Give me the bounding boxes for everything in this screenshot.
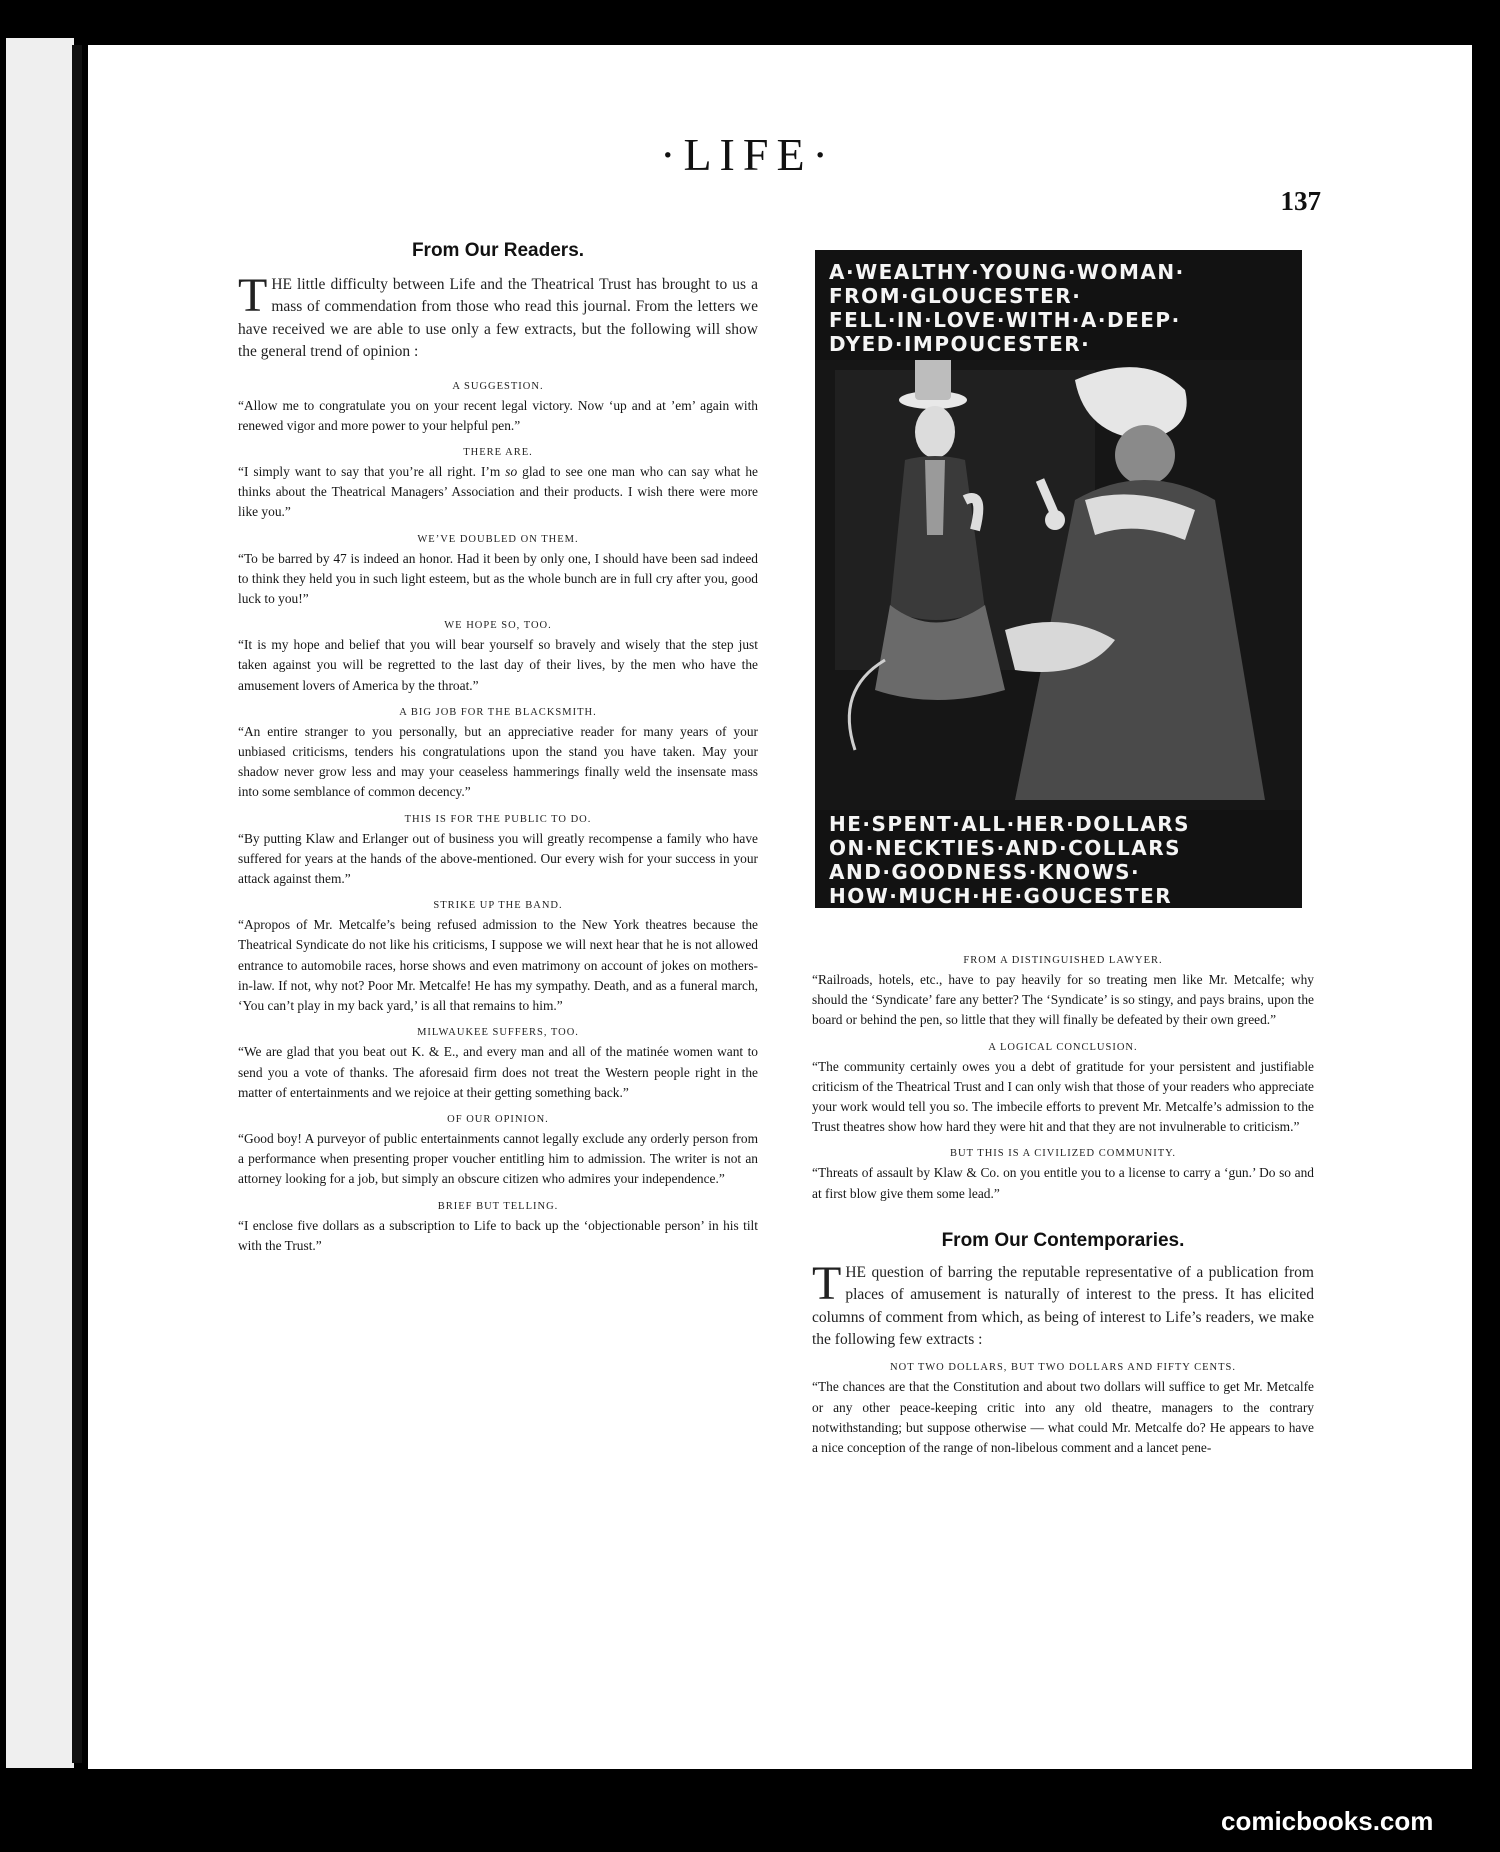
letter-heading: WE’VE DOUBLED ON THEM. — [417, 533, 579, 545]
readers-intro — [238, 269, 758, 364]
letter-text: “It is my hope and belief that you will bear yourself so bravely and wisely that the step just taken against you will be regretted to the last day of their lives, by the men who have the amusement lovers of America by the throat.” — [238, 637, 758, 693]
page-number: 137 — [1280, 186, 1321, 216]
letter-text: “The community certainly owes you a debt of gratitude for your persistent and justifiable criticism of the Theatrical Trust and I can only wish that those of your readers who appreciate your work would tell you so. The imbecile efforts to prevent Mr. Metcalfe’s admission to the Trust theatres show how hard they were hit and that they are not invulnerable to criticism.” — [812, 1058, 1314, 1135]
masthead-title: ·LIFE· — [660, 129, 836, 180]
caption-line: FELL·IN·LOVE·WITH·A·DEEP· — [829, 308, 1181, 332]
letter-entry — [238, 620, 758, 696]
letter-entry — [238, 1201, 758, 1256]
letter-text: “We are glad that you beat out K. & E., and every man and all of the matinée women want to send you a vote of thanks. The aforesaid firm does not treat the Western people right in the matter of entertainments and we rejoice at their getting something back.” — [238, 1044, 758, 1100]
letter-text: “I enclose five dollars as a subscription to Life to back up the ‘objectionable person’ in his tilt with the Trust.” — [238, 1217, 758, 1253]
letter-heading: FROM A DISTINGUISHED LAWYER. — [963, 955, 1163, 966]
dropcap: T — [238, 269, 268, 322]
letter-text: “Allow me to congratulate you on your recent legal victory. Now ‘up and at ’em’ again with renewed vigor and more power to your helpful pen.” — [238, 397, 758, 433]
caption-line: ON·NECKTIES·AND·COLLARS — [829, 836, 1182, 860]
letter-entry — [238, 900, 758, 1016]
letter-text: “Railroads, hotels, etc., have to pay heavily for so treating men like Mr. Metcalfe; why should the ‘Syndicate’ fare any better? The ‘Syndicate’ is so stingy, and pays brains, upon the board or behind the pen, so little that they will finally be defeated by their own greed.” — [812, 972, 1314, 1028]
letter-text: “Good boy! A purveyor of public entertainments cannot legally exclude any orderly person from a performance when presenting proper voucher entitling him to admission. The writer is not an attorney looking for a job, but simply an obscure citizen who admires your independence.” — [238, 1130, 758, 1187]
cartoon-illustration — [815, 250, 1302, 908]
letter-entry — [238, 381, 758, 436]
contemporaries-intro-text: HE question of barring the reputable representative of a publication from places of amusement is naturally of interest to the press. It has elicited columns of comment from which, as being of interest to Life’s readers, we make the following few extracts : — [812, 1263, 1314, 1349]
letter-entry — [238, 1114, 758, 1190]
letter-heading: OF OUR OPINION. — [447, 1113, 549, 1125]
letter-entry — [238, 534, 758, 610]
caption-line: A·WEALTHY·YOUNG·WOMAN· — [829, 260, 1185, 284]
cartoon-drawing — [815, 360, 1302, 810]
cartoon-caption-bottom — [829, 812, 1291, 908]
cartoon-caption-top — [829, 260, 1291, 356]
letter-heading: NOT TWO DOLLARS, BUT TWO DOLLARS AND FIFTY CENTS. — [890, 1362, 1236, 1374]
letter-text: “An entire stranger to you personally, but an appreciative reader for many years of your unbiased criticisms, tenders his congratulations upon the stand you have taken. May your shadow never grow less and may your ceaseless hammerings finally weld the insensate mass into some semblance of common decency.” — [238, 723, 758, 800]
previous-page-edge — [6, 38, 74, 1768]
letter-heading: BUT THIS IS A CIVILIZED COMMUNITY. — [950, 1148, 1176, 1160]
letter-text-part: “I simply want to say that you’re all right. I’m — [238, 464, 506, 480]
readers-intro-text: HE little difficulty between Life and the Theatrical Trust has brought to us a mass of commendation from those who read this journal. From the letters we have received we are able to use only a few extracts, but the following will show the general trend of opinion : — [238, 276, 758, 361]
caption-line: AND·GOODNESS·KNOWS· — [829, 860, 1141, 884]
letter-entry — [812, 1042, 1314, 1138]
letter-heading: THERE ARE. — [463, 447, 533, 459]
dropcap: T — [812, 1256, 842, 1310]
site-watermark: comicbooks.com — [1221, 1806, 1434, 1836]
letter-entry — [812, 955, 1314, 1031]
letter-entry — [812, 1148, 1314, 1203]
letter-text: “To be barred by 47 is indeed an honor. Had it been by only one, I should have been sad indeed to think they held you in such light esteem, but as the whole bunch are in full cry after you, good luck to you!” — [238, 550, 758, 607]
letter-text — [238, 462, 758, 523]
contemporaries-intro — [812, 1256, 1314, 1352]
letter-text-part: glad to see one man who can say what he thinks about the Theatrical Managers’ Association and their products. I wish there were more like you.” — [238, 464, 758, 520]
caption-line: HOW·MUCH·HE·GOUCESTER — [829, 884, 1173, 908]
section-title-readers: From Our Readers. — [411, 240, 585, 261]
section-title-contemporaries: From Our Contemporaries. — [941, 1229, 1185, 1251]
letter-entry — [812, 1362, 1314, 1458]
letter-text-emphasis: so — [505, 464, 518, 480]
letter-entry — [238, 814, 758, 890]
letter-text: “The chances are that the Constitution and about two dollars will suffice to get Mr. Metcalfe or any other peace-keeping critic into any old theatre, managers to the contrary notwithstanding; but suppose otherwise — what could Mr. Metcalfe do? He appears to have a nice conception of the range of non-libelous comment and a lancet pene- — [812, 1379, 1314, 1456]
letter-text: “Threats of assault by Klaw & Co. on you entitle you to a license to carry a ‘gun.’ Do so and at first blow give them some lead.” — [812, 1165, 1314, 1201]
caption-line: HE·SPENT·ALL·HER·DOLLARS — [829, 812, 1191, 836]
letter-heading: A LOGICAL CONCLUSION. — [988, 1041, 1138, 1053]
letter-heading: STRIKE UP THE BAND. — [433, 900, 563, 912]
letter-entry — [238, 707, 758, 803]
letter-heading: THIS IS FOR THE PUBLIC TO DO. — [404, 813, 592, 825]
right-column — [812, 955, 1314, 1458]
letter-heading: A BIG JOB FOR THE BLACKSMITH. — [399, 706, 597, 718]
letter-heading: WE HOPE SO, TOO. — [444, 620, 552, 632]
letter-heading: BRIEF BUT TELLING. — [437, 1200, 559, 1212]
letter-heading: MILWAUKEE SUFFERS, TOO. — [417, 1027, 579, 1039]
letter-entry — [238, 1027, 758, 1103]
left-column — [238, 240, 758, 1256]
caption-line: DYED·IMPOUCESTER· — [829, 332, 1091, 356]
letter-heading: A SUGGESTION. — [452, 380, 544, 392]
letter-text: “Apropos of Mr. Metcalfe’s being refused admission to the New York theatres because the Theatrical Syndicate do not like his criticisms, I suppose we will next hear that he is not allowed entrance to automobile races, horse shows and even matrimony on account of jokes on mothers-in-law. If not, why not? Poor Mr. Metcalfe! He has my sympathy. Death, and as a funeral march, ‘You can’t play in my back yard,’ is all that remains to him.” — [238, 917, 758, 1014]
page-gutter-shadow — [72, 45, 82, 1763]
letter-entry — [238, 447, 758, 523]
letter-text: “By putting Klaw and Erlanger out of business you will greatly recompense a family who have suffered for years at the hands of the above-mentioned. Our every wish for your success in your attack against them.” — [238, 830, 758, 887]
caption-line: FROM·GLOUCESTER· — [829, 284, 1082, 308]
contemporaries-section — [812, 1230, 1314, 1458]
